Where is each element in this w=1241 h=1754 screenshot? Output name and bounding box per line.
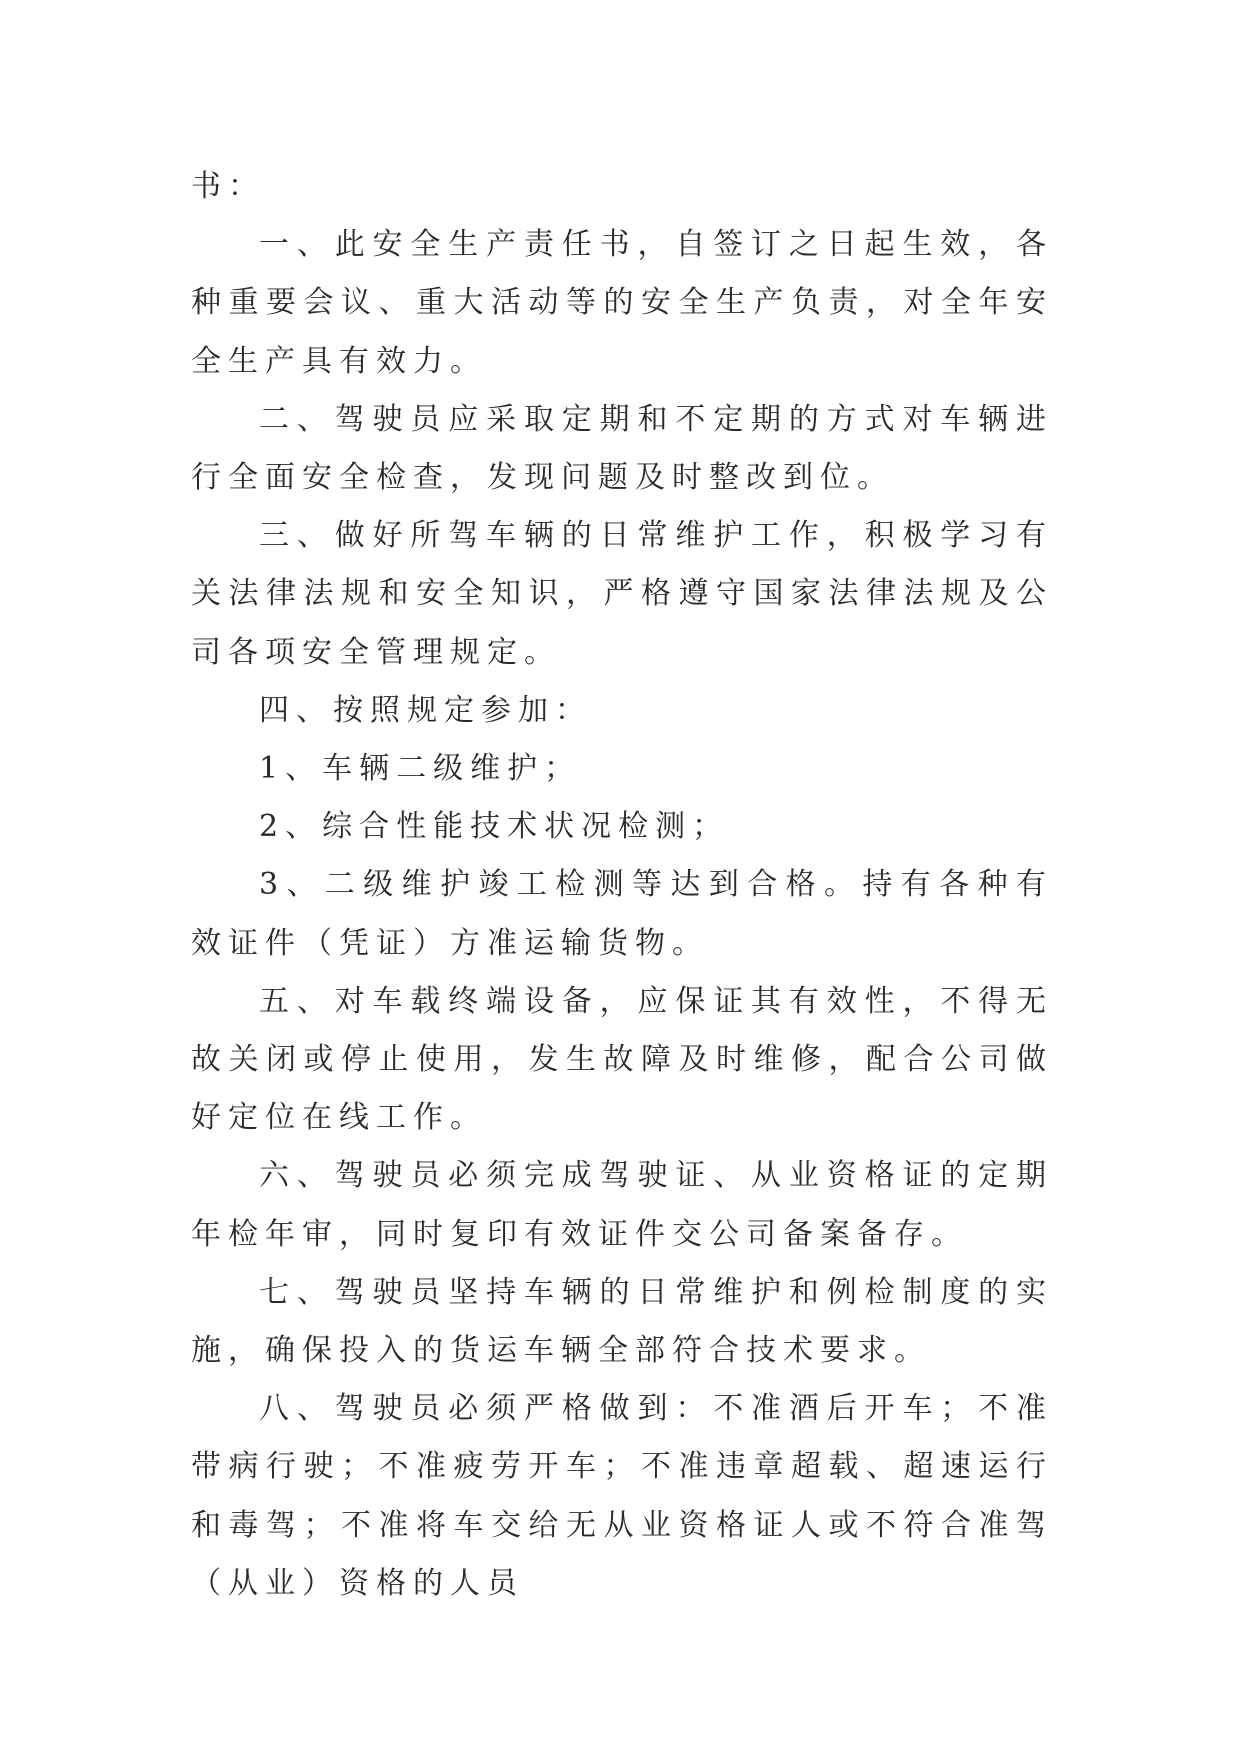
list-item-1: 1、车辆二级维护； (259, 751, 582, 787)
document-body (191, 158, 1053, 1613)
paragraph-continuation: 书： (191, 169, 265, 204)
paragraph-clause-1: 一、此安全生产责任书，自签订之日起生效，各种重要会议、重大活动等的安全生产负责，对全年安全生产具有效力。 (191, 227, 1053, 379)
list-item-2: 2、综合性能技术状况检测； (259, 809, 730, 845)
paragraph-clause-8: 八、驾驶员必须严格做到：不准酒后开车；不准带病行驶；不准疲劳开车；不准违章超载、超速运行和毒驾；不准将车交给无从业资格证人或不符合准驾（从业）资格的人员 (191, 1391, 1053, 1601)
paragraph-clause-2: 二、驾驶员应采取定期和不定期的方式对车辆进行全面安全检查，发现问题及时整改到位。 (191, 401, 1053, 496)
paragraph-clause-5: 五、对车载终端设备，应保证其有效性，不得无故关闭或停止使用，发生故障及时维修，配合公司做好定位在线工作。 (191, 983, 1053, 1136)
paragraph-clause-3: 三、做好所驾车辆的日常维护工作，积极学习有关法律法规和安全知识，严格遵守国家法律法规及公司各项安全管理规定。 (191, 518, 1053, 670)
paragraph-clause-4: 四、按照规定参加： (259, 692, 592, 728)
paragraph-clause-7: 七、驾驶员坚持车辆的日常维护和例检制度的实施，确保投入的货运车辆全部符合技术要求。 (191, 1274, 1053, 1369)
paragraph-clause-6: 六、驾驶员必须完成驾驶证、从业资格证的定期年检年审，同时复印有效证件交公司备案备存。 (191, 1158, 1053, 1252)
list-item-3: 3、二级维护竣工检测等达到合格。持有各种有效证件（凭证）方准运输货物。 (191, 867, 1053, 961)
